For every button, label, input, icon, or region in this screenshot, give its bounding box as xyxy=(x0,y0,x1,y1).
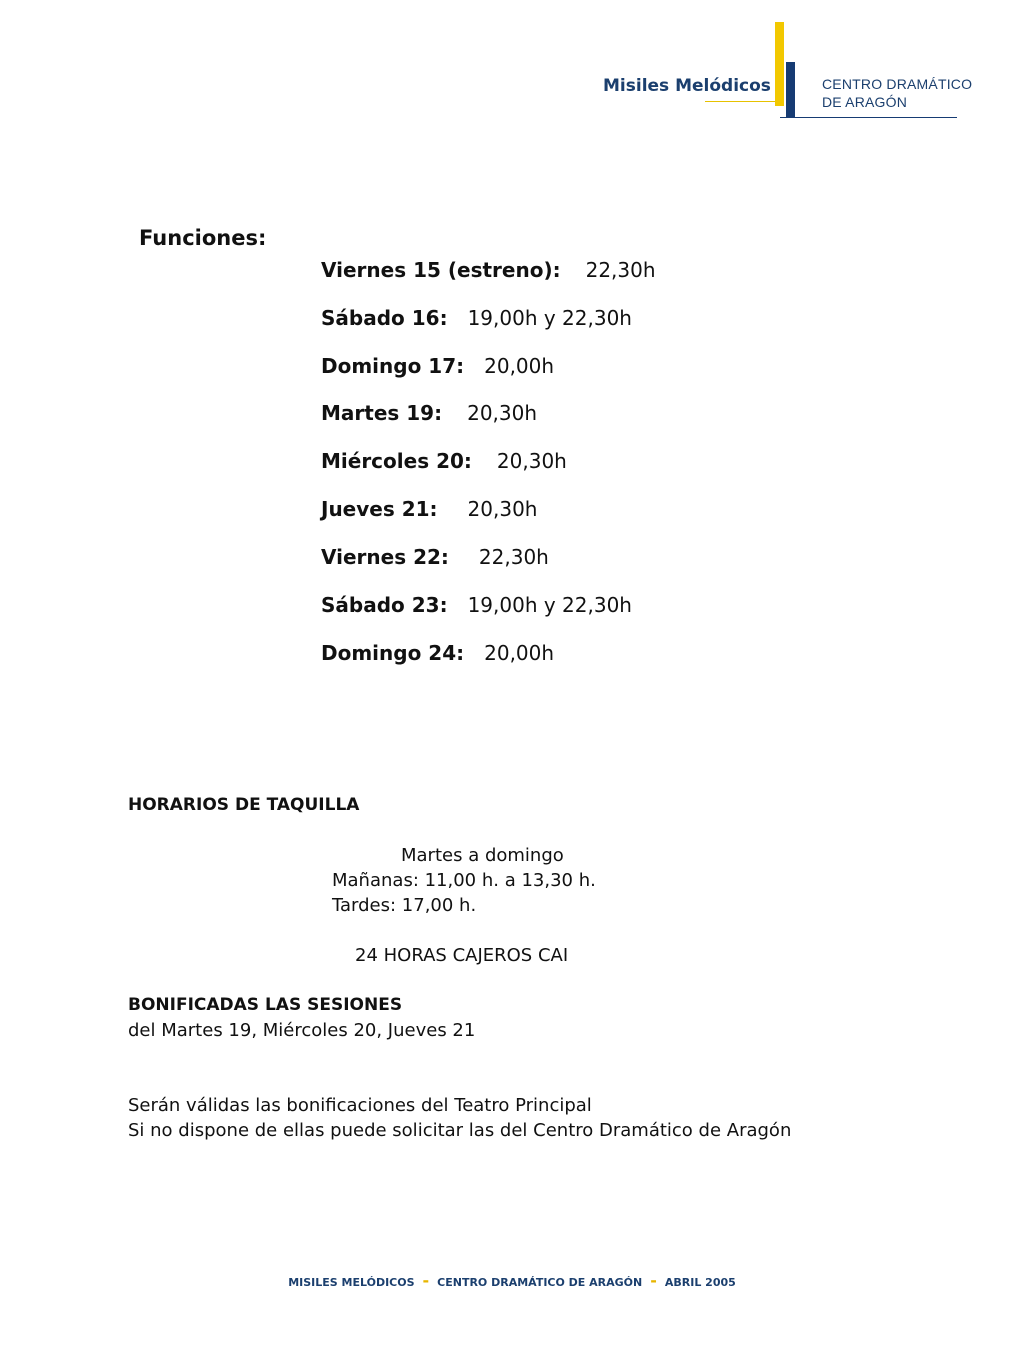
footer-separator: - xyxy=(650,1271,657,1290)
show-row xyxy=(321,354,554,378)
show-time: 19,00h y 22,30h xyxy=(467,593,632,617)
show-time: 20,00h xyxy=(484,354,555,378)
show-row xyxy=(321,306,632,330)
show-time: 22,30h xyxy=(585,258,656,282)
footer-org: CENTRO DRAMÁTICO DE ARAGÓN xyxy=(437,1276,643,1289)
show-row xyxy=(321,641,554,665)
note-line-2: Si no dispone de ellas puede solicitar las del Centro Dramático de Aragón xyxy=(128,1120,792,1141)
show-time: 20,00h xyxy=(484,641,555,665)
taquilla-heading: HORARIOS DE TAQUILLA xyxy=(128,795,360,815)
show-day: Martes 19: xyxy=(321,401,443,425)
show-time: 20,30h xyxy=(467,401,538,425)
brand-title: Misiles Melódicos xyxy=(603,76,771,96)
taquilla-tardes: Tardes: 17,00 h. xyxy=(332,895,477,916)
taquilla-cajeros: 24 HORAS CAJEROS CAI xyxy=(355,945,569,966)
show-day: Miércoles 20: xyxy=(321,449,472,473)
taquilla-mananas: Mañanas: 11,00 h. a 13,30 h. xyxy=(332,870,596,891)
show-time: 20,30h xyxy=(496,449,567,473)
show-time: 19,00h y 22,30h xyxy=(467,306,632,330)
logo-rule xyxy=(780,117,957,118)
logo-yellow-bar xyxy=(775,22,784,106)
footer-date: ABRIL 2005 xyxy=(664,1276,736,1289)
note-line-1: Serán válidas las bonificaciones del Teatro Principal xyxy=(128,1095,592,1116)
footer-separator: - xyxy=(422,1271,430,1290)
bonificadas-heading: BONIFICADAS LAS SESIONES xyxy=(128,995,403,1015)
funciones-heading: Funciones: xyxy=(139,226,267,250)
show-day: Viernes 22: xyxy=(321,545,449,569)
show-row xyxy=(321,497,537,521)
taquilla-days: Martes a domingo xyxy=(401,845,564,866)
brand-underline xyxy=(705,101,778,102)
logo-blue-bar xyxy=(786,62,795,118)
show-row xyxy=(321,449,567,473)
bonificadas-sessions: del Martes 19, Miércoles 20, Jueves 21 xyxy=(128,1020,476,1041)
show-day: Jueves 21: xyxy=(321,497,438,521)
show-day: Viernes 15 (estreno): xyxy=(321,258,561,282)
page-footer xyxy=(0,1271,1024,1290)
show-row xyxy=(321,593,632,617)
show-day: Domingo 24: xyxy=(321,641,465,665)
org-name-line1: CENTRO DRAMÁTICO xyxy=(822,76,973,92)
show-row xyxy=(321,258,656,282)
show-time: 22,30h xyxy=(478,545,549,569)
show-row xyxy=(321,401,537,425)
footer-brand: MISILES MELÓDICOS xyxy=(288,1276,415,1289)
show-day: Sábado 16: xyxy=(321,306,448,330)
show-time: 20,30h xyxy=(467,497,538,521)
org-name-line2: DE ARAGÓN xyxy=(822,94,908,110)
show-row xyxy=(321,545,549,569)
show-day: Domingo 17: xyxy=(321,354,465,378)
show-day: Sábado 23: xyxy=(321,593,448,617)
